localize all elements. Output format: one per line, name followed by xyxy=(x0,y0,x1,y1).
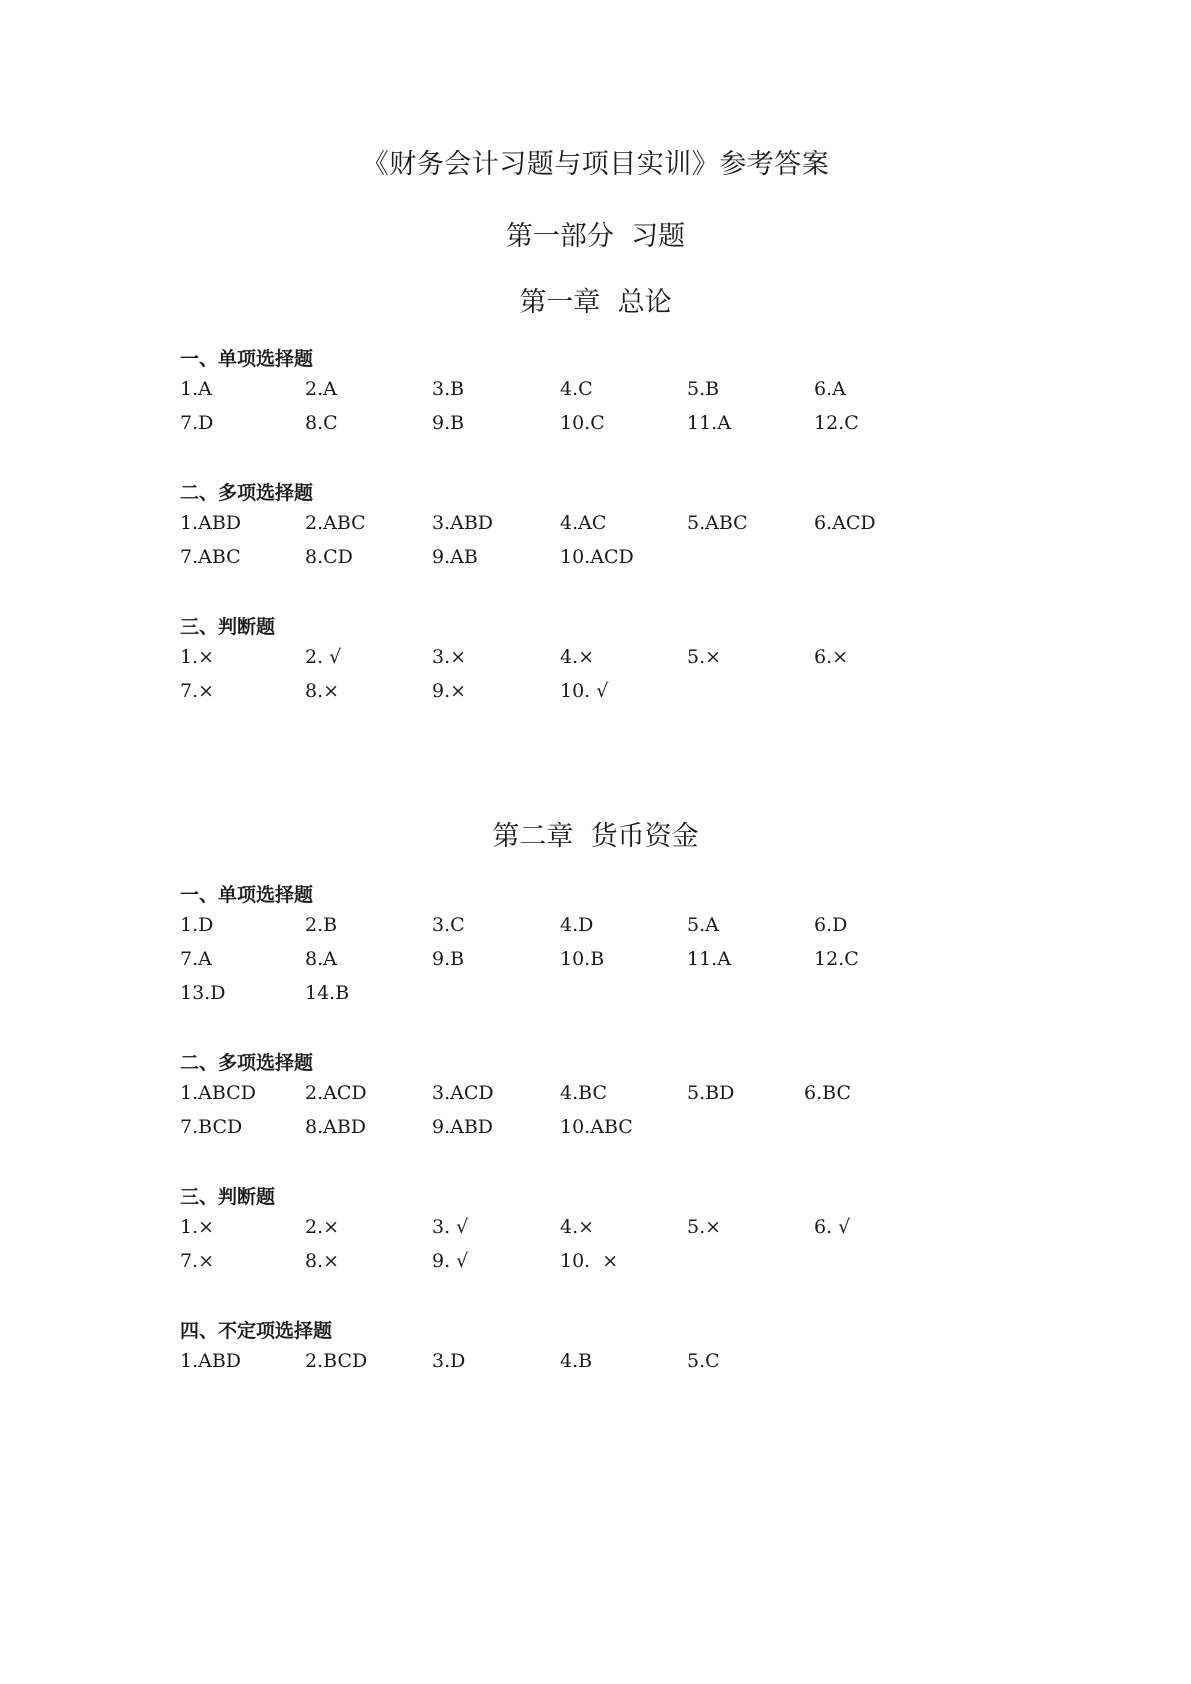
section-heading: 四、不定项选择题 xyxy=(180,1320,333,1342)
answer-item: 2.ABC xyxy=(305,512,366,534)
answer-row xyxy=(180,1250,1080,1278)
answer-item: 9.B xyxy=(432,948,465,970)
answer-item: 10.B xyxy=(560,948,605,970)
answer-item: 4.× xyxy=(560,646,595,668)
answer-item: 6.A xyxy=(814,378,846,400)
answer-item: 8.CD xyxy=(305,546,353,568)
answer-item: 9.× xyxy=(432,680,467,702)
answer-item: 2.× xyxy=(305,1216,340,1238)
answer-row xyxy=(180,1216,1080,1244)
answer-item: 2.A xyxy=(305,378,337,400)
answer-item: 3.ABD xyxy=(432,512,494,534)
answer-row xyxy=(180,378,1080,406)
answer-item: 6.× xyxy=(814,646,849,668)
answer-item: 3.C xyxy=(432,914,465,936)
answer-item: 4.BC xyxy=(560,1082,607,1104)
chapter-title: 第一章 总论 xyxy=(519,287,672,318)
answer-item: 7.× xyxy=(180,1250,215,1272)
answer-row xyxy=(180,412,1080,440)
section-heading: 一、单项选择题 xyxy=(180,348,314,370)
answer-item: 5.C xyxy=(687,1350,720,1372)
answer-row xyxy=(180,914,1080,942)
answer-item: 5.× xyxy=(687,646,722,668)
answer-item: 8.A xyxy=(305,948,337,970)
answer-item: 2. √ xyxy=(305,646,342,668)
answer-item: 8.× xyxy=(305,1250,340,1272)
part-title: 第一部分 习题 xyxy=(505,221,686,252)
answer-item: 5.× xyxy=(687,1216,722,1238)
answer-item: 1.A xyxy=(180,378,212,400)
answer-row xyxy=(180,646,1080,674)
section-heading: 三、判断题 xyxy=(180,1186,276,1208)
answer-row xyxy=(180,512,1080,540)
answer-row xyxy=(180,982,1080,1010)
answer-item: 10. √ xyxy=(560,680,609,702)
answer-item: 4.B xyxy=(560,1350,593,1372)
answer-item: 1.× xyxy=(180,646,215,668)
answer-item: 3. √ xyxy=(432,1216,469,1238)
section-heading: 二、多项选择题 xyxy=(180,1052,314,1074)
answer-item: 6.BC xyxy=(804,1082,851,1104)
answer-item: 9.AB xyxy=(432,546,478,568)
section-heading: 三、判断题 xyxy=(180,616,276,638)
answer-item: 8.× xyxy=(305,680,340,702)
answer-item: 14.B xyxy=(305,982,350,1004)
section-heading: 二、多项选择题 xyxy=(180,482,314,504)
answer-item: 7.ABC xyxy=(180,546,241,568)
answer-item: 12.C xyxy=(814,412,859,434)
answer-item: 4.C xyxy=(560,378,593,400)
answer-item: 2.B xyxy=(305,914,338,936)
answer-item: 3.× xyxy=(432,646,467,668)
answer-item: 10. × xyxy=(560,1250,619,1272)
answer-item: 4.AC xyxy=(560,512,607,534)
answer-item: 1.ABCD xyxy=(180,1082,256,1104)
answer-item: 6. √ xyxy=(814,1216,851,1238)
chapter-title: 第二章 货币资金 xyxy=(492,821,699,852)
answer-item: 5.B xyxy=(687,378,720,400)
answer-item: 1.ABD xyxy=(180,512,242,534)
answer-item: 11.A xyxy=(687,948,731,970)
answer-item: 2.ACD xyxy=(305,1082,367,1104)
answer-item: 4.× xyxy=(560,1216,595,1238)
answer-item: 9. √ xyxy=(432,1250,469,1272)
answer-item: 7.D xyxy=(180,412,214,434)
section-heading: 一、单项选择题 xyxy=(180,884,314,906)
answer-item: 7.A xyxy=(180,948,212,970)
answer-row xyxy=(180,1116,1080,1144)
answer-item: 3.ACD xyxy=(432,1082,494,1104)
answer-item: 8.ABD xyxy=(305,1116,367,1138)
answer-item: 10.ACD xyxy=(560,546,634,568)
document-title: 《财务会计习题与项目实训》参考答案 xyxy=(361,149,830,180)
answer-item: 3.D xyxy=(432,1350,466,1372)
answer-item: 13.D xyxy=(180,982,226,1004)
answer-row xyxy=(180,1082,1080,1110)
answer-item: 10.ABC xyxy=(560,1116,633,1138)
answer-item: 1.D xyxy=(180,914,214,936)
answer-item: 5.ABC xyxy=(687,512,748,534)
answer-item: 7.BCD xyxy=(180,1116,243,1138)
answer-item: 9.B xyxy=(432,412,465,434)
answer-row xyxy=(180,1350,1080,1378)
answer-item: 5.BD xyxy=(687,1082,735,1104)
answer-item: 6.ACD xyxy=(814,512,876,534)
answer-item: 9.ABD xyxy=(432,1116,494,1138)
answer-row xyxy=(180,546,1080,574)
answer-item: 3.B xyxy=(432,378,465,400)
answer-item: 8.C xyxy=(305,412,338,434)
answer-item: 11.A xyxy=(687,412,731,434)
answer-item: 2.BCD xyxy=(305,1350,368,1372)
answer-item: 7.× xyxy=(180,680,215,702)
answer-item: 10.C xyxy=(560,412,605,434)
answer-item: 5.A xyxy=(687,914,719,936)
answer-row xyxy=(180,948,1080,976)
answer-item: 12.C xyxy=(814,948,859,970)
answer-item: 4.D xyxy=(560,914,594,936)
answer-item: 6.D xyxy=(814,914,848,936)
answer-item: 1.× xyxy=(180,1216,215,1238)
answer-row xyxy=(180,680,1080,708)
answer-item: 1.ABD xyxy=(180,1350,242,1372)
